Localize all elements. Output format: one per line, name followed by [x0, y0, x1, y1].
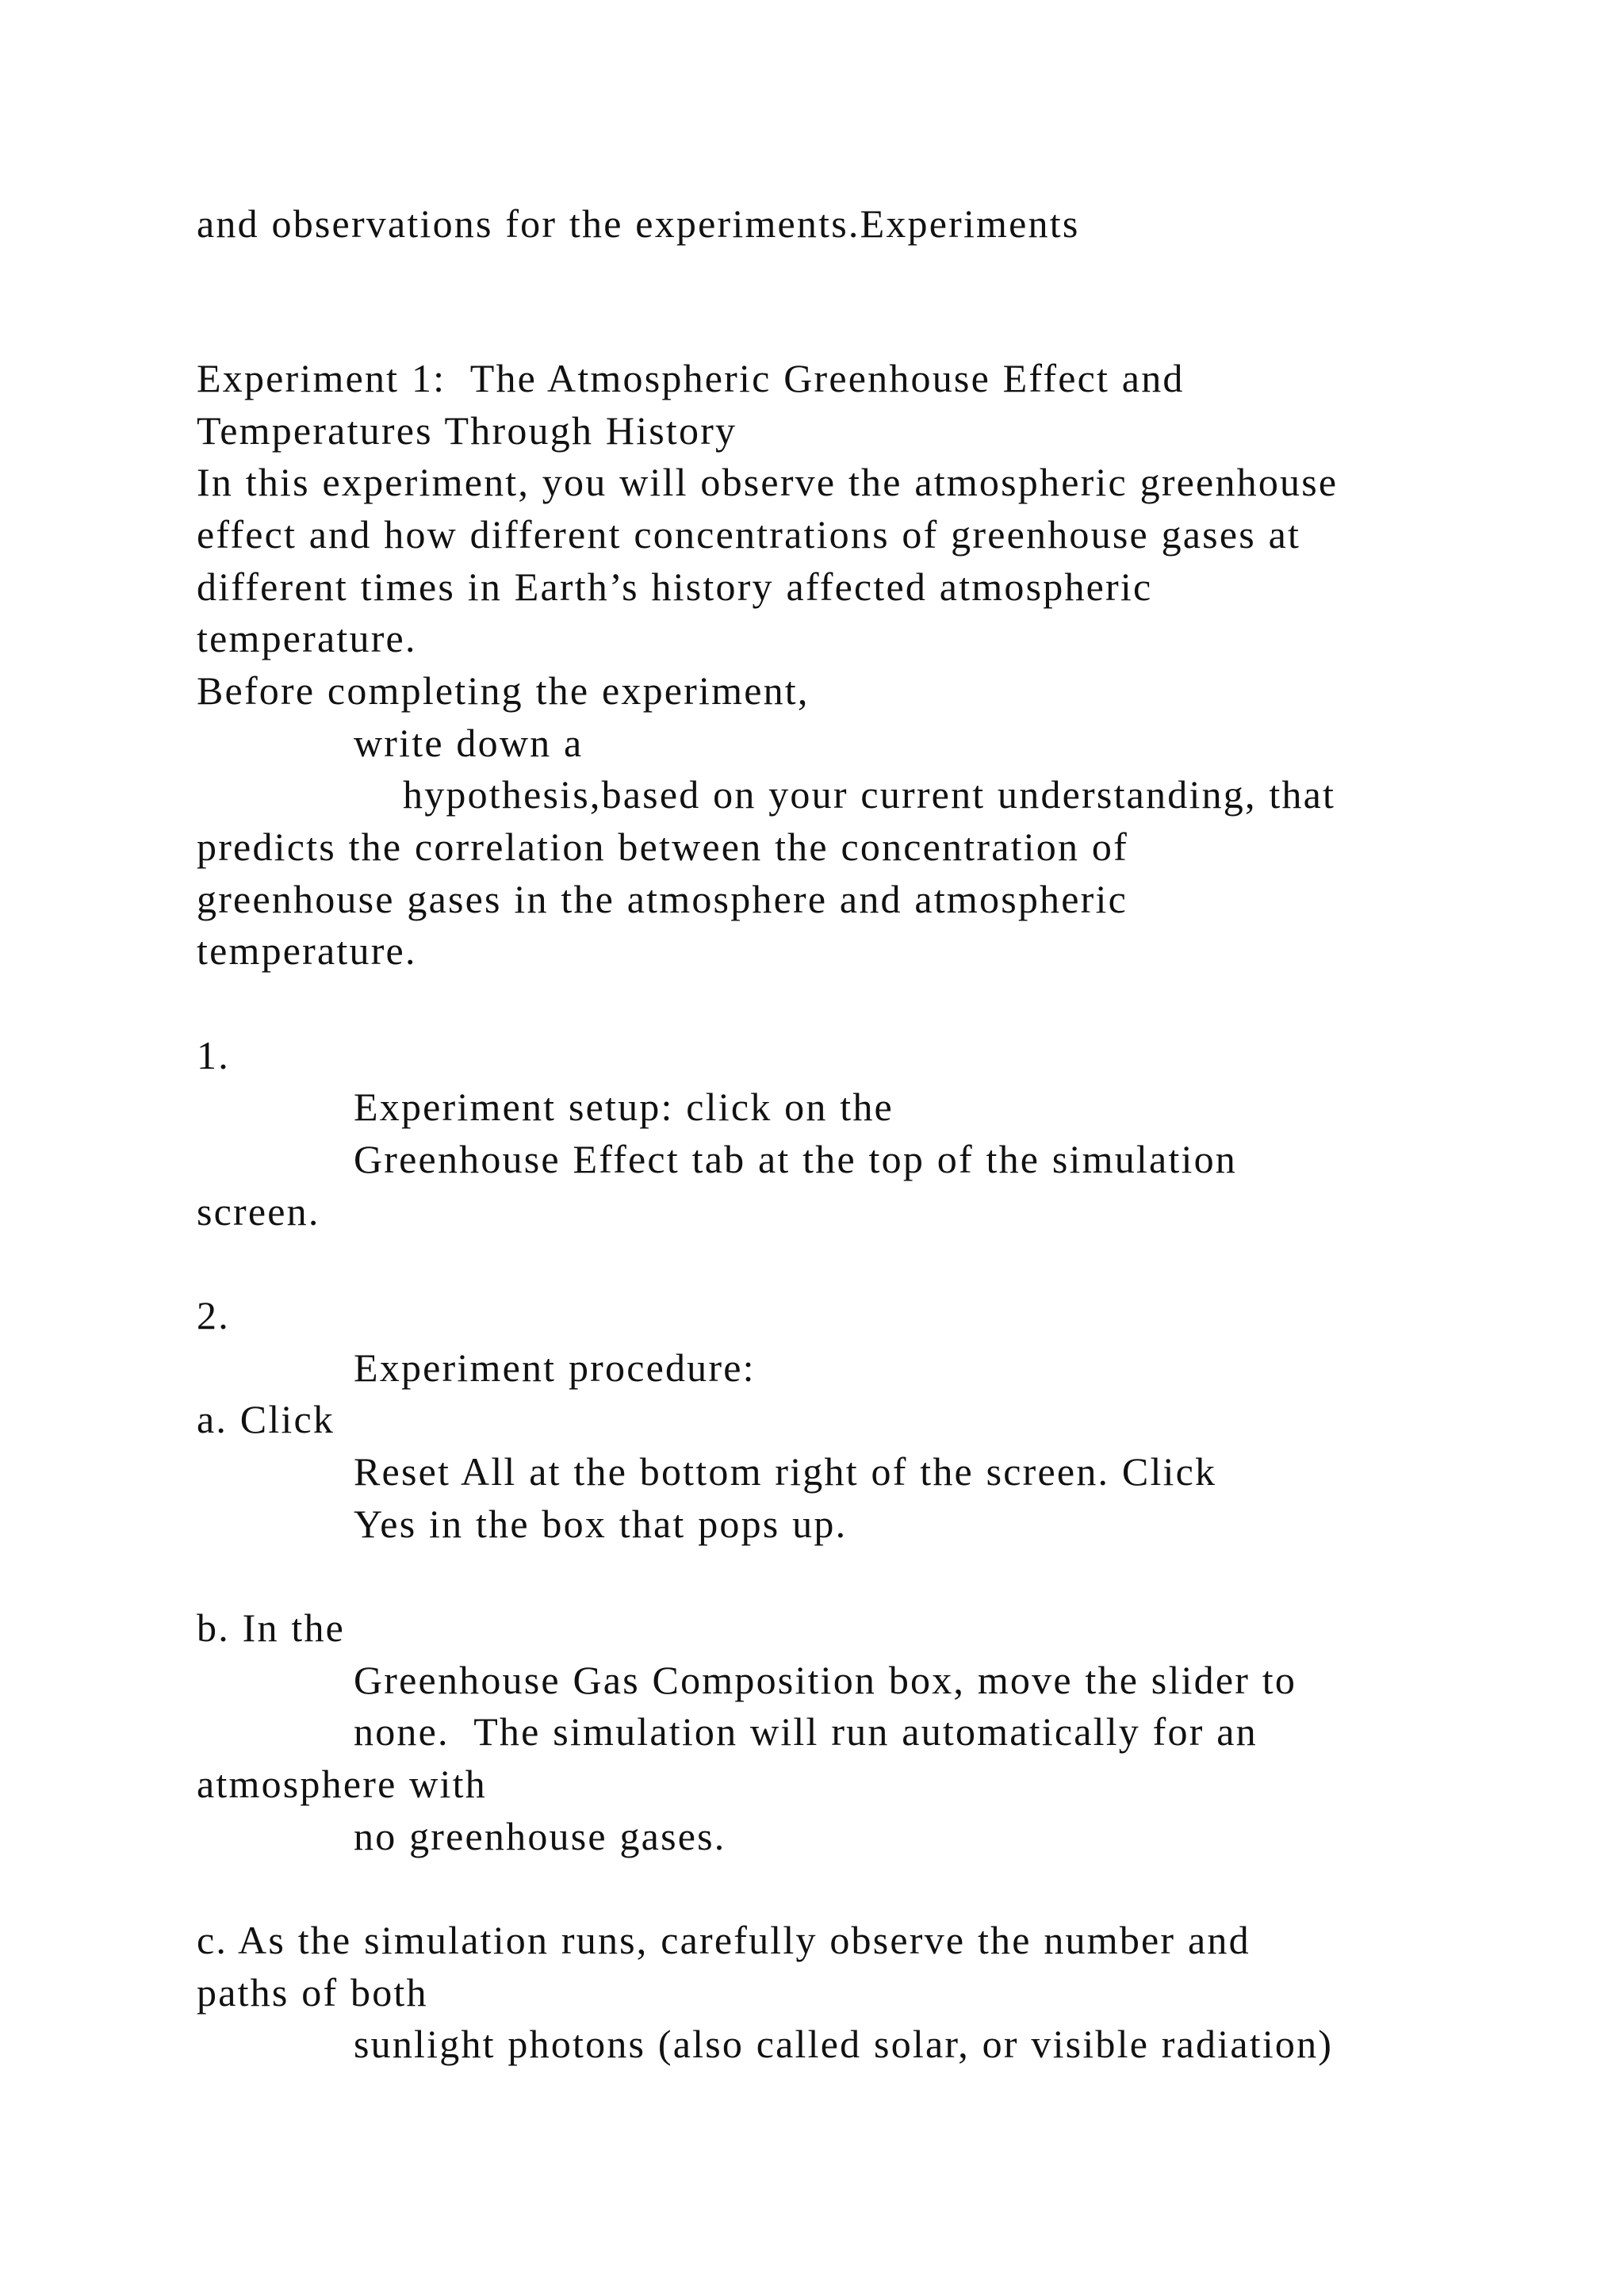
- paragraph-line: Before completing the experiment,: [197, 668, 810, 713]
- substep-label: a. Click: [197, 1397, 335, 1441]
- step-text-line: screen.: [197, 1189, 320, 1234]
- paragraph-line: hypothesis,based on your current understanding, that: [403, 772, 1336, 817]
- substep-text-line: no greenhouse gases.: [354, 1814, 726, 1858]
- substep-text-line: sunlight photons (also called solar, or visible radiation): [354, 2022, 1334, 2066]
- paragraph-line: effect and how different concentrations of greenhouse gases at: [197, 512, 1301, 557]
- paragraph-line: different times in Earth’s history affected atmospheric: [197, 564, 1153, 609]
- paragraph-line: temperature.: [197, 928, 417, 973]
- substep-text-line: paths of both: [197, 1970, 428, 2015]
- experiment-1-heading-line-2: Temperatures Through History: [197, 408, 737, 453]
- paragraph-line: write down a: [354, 721, 584, 765]
- paragraph-line: predicts the correlation between the concentration of: [197, 825, 1128, 869]
- substep-text-line: Greenhouse Gas Composition box, move the slider to: [354, 1658, 1297, 1702]
- step-text-line: Greenhouse Effect tab at the top of the simulation: [354, 1137, 1237, 1181]
- substep-text-line: Reset All at the bottom right of the screen. Click: [354, 1449, 1217, 1494]
- step-number: 1.: [197, 1033, 230, 1077]
- substep-text-line: atmosphere with: [197, 1762, 487, 1806]
- paragraph-line: greenhouse gases in the atmosphere and atmospheric: [197, 877, 1128, 921]
- paragraph-line: temperature.: [197, 616, 417, 660]
- step-text-line: Experiment setup: click on the: [354, 1085, 894, 1129]
- substep-label: b. In the: [197, 1605, 346, 1650]
- experiment-1-heading-line-1: Experiment 1: The Atmospheric Greenhouse Effect and: [197, 356, 1185, 400]
- substep-text-line: Yes in the box that pops up.: [354, 1502, 848, 1546]
- substep-text-line: none. The simulation will run automatically for an: [354, 1709, 1258, 1754]
- text-line-intro: and observations for the experiments.Experiments: [197, 201, 1080, 246]
- step-number: 2.: [197, 1293, 230, 1337]
- substep-text-line: c. As the simulation runs, carefully observe the number and: [197, 1918, 1251, 1962]
- step-text-line: Experiment procedure:: [354, 1345, 756, 1390]
- paragraph-line: In this experiment, you will observe the atmospheric greenhouse: [197, 460, 1339, 504]
